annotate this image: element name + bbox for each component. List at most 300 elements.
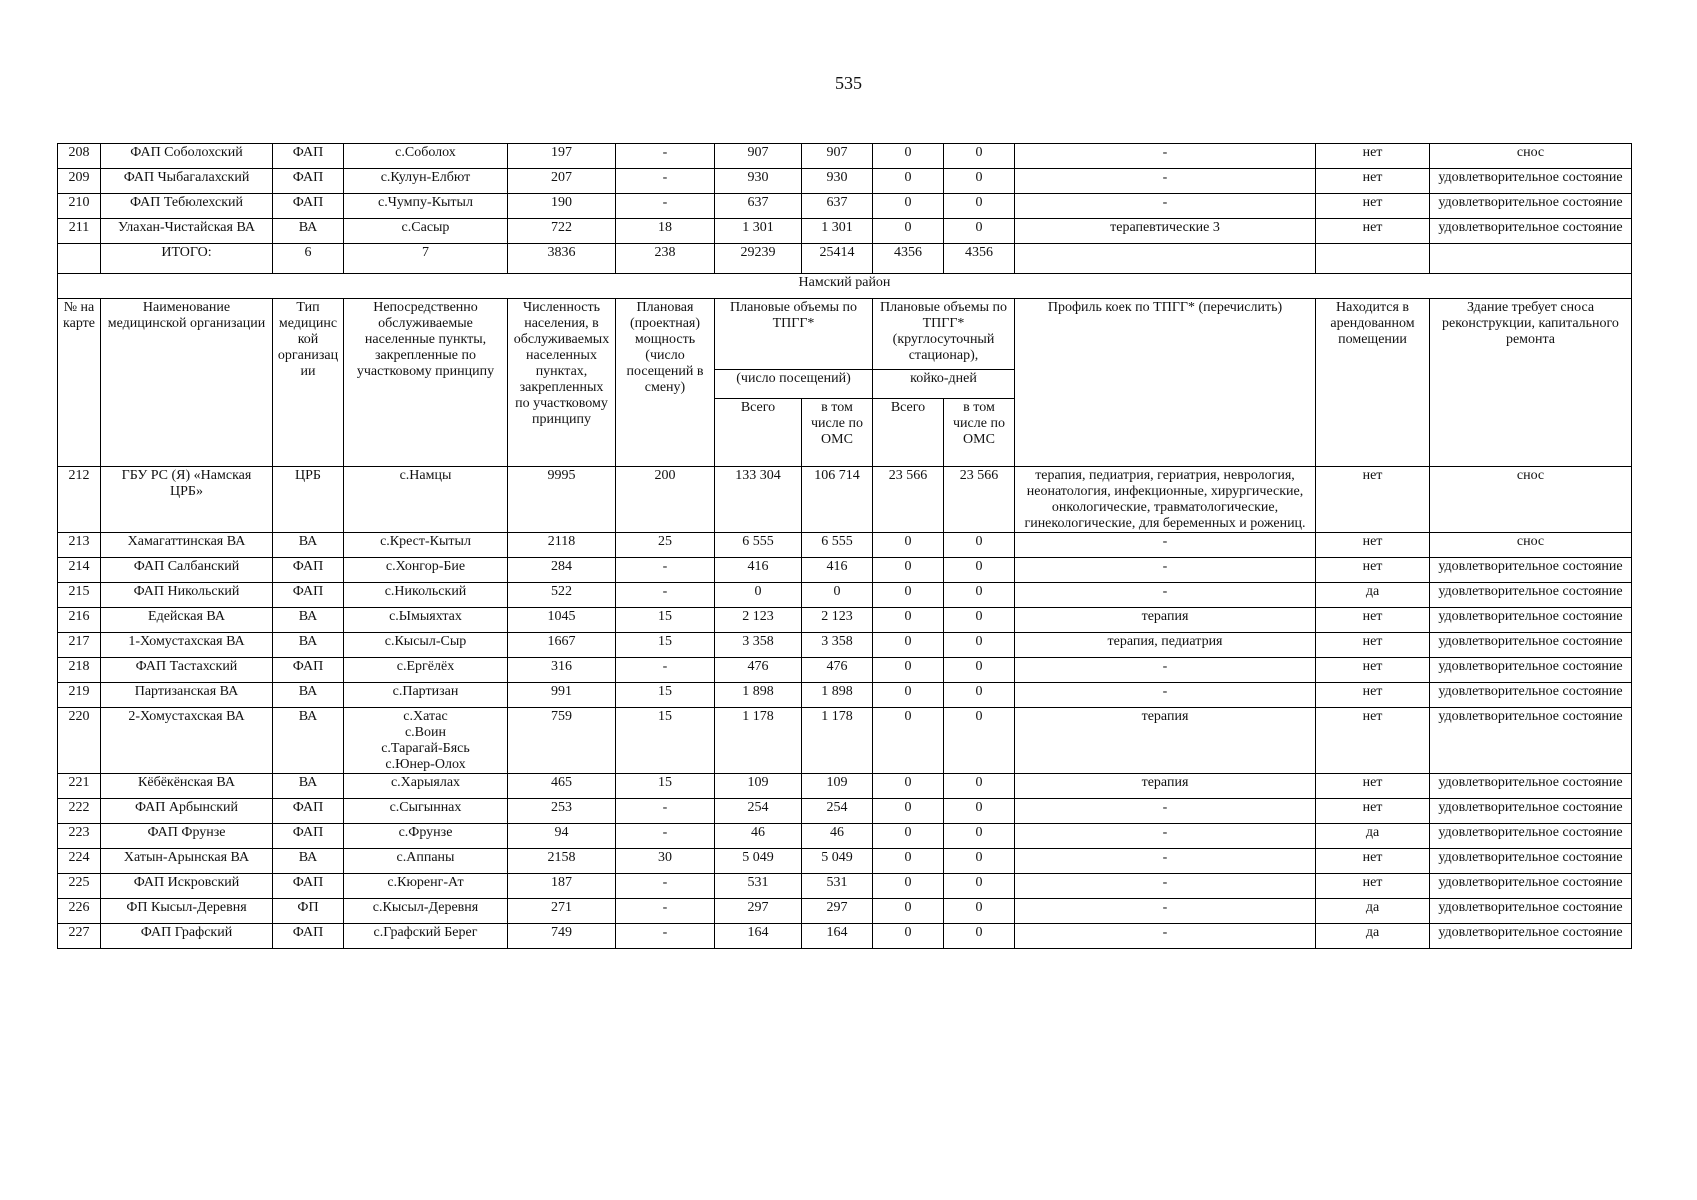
visits-total-cell: 476: [715, 658, 802, 683]
bed-days-total-cell: 0: [873, 583, 944, 608]
bed-days-oms-cell: 0: [944, 924, 1015, 949]
population-cell: 465: [508, 774, 616, 799]
population-cell: 749: [508, 924, 616, 949]
bed-days-oms-cell: 0: [944, 533, 1015, 558]
bed-profile-cell: -: [1015, 849, 1316, 874]
table-row: [58, 583, 1632, 608]
settlements-cell: с.Сасыр: [344, 219, 508, 244]
bed-days-oms-cell: 0: [944, 658, 1015, 683]
settlements-cell: с.Кулун-Елбют: [344, 169, 508, 194]
total-capacity: 238: [616, 244, 715, 274]
rented-premises-cell: нет: [1316, 683, 1430, 708]
visits-oms-cell: 531: [802, 874, 873, 899]
organization-type-cell: ФАП: [273, 874, 344, 899]
building-condition-cell: удовлетворительное состояние: [1430, 774, 1632, 799]
visits-total-cell: 46: [715, 824, 802, 849]
visits-total-cell: 2 123: [715, 608, 802, 633]
bed-days-oms-cell: 0: [944, 849, 1015, 874]
settlements-cell: с.Кысыл-Деревня: [344, 899, 508, 924]
organization-type-cell: ВА: [273, 633, 344, 658]
bed-days-oms-cell: 0: [944, 608, 1015, 633]
organization-type-cell: ВА: [273, 608, 344, 633]
visits-oms-cell: 106 714: [802, 467, 873, 533]
settlements-cell: с.Хатас с.Воин с.Тарагай-Бясь с.Юнер-Олох: [344, 708, 508, 774]
building-condition-cell: снос: [1430, 144, 1632, 169]
capacity-cell: 15: [616, 708, 715, 774]
building-condition-cell: удовлетворительное состояние: [1430, 708, 1632, 774]
organization-name-cell: Улахан-Чистайская ВА: [101, 219, 273, 244]
capacity-cell: 200: [616, 467, 715, 533]
total-bed-days: 4356: [873, 244, 944, 274]
header-beds-unit: койко-дней: [873, 370, 1015, 399]
total-bed-days-oms: 4356: [944, 244, 1015, 274]
capacity-cell: -: [616, 924, 715, 949]
bed-days-total-cell: 0: [873, 774, 944, 799]
organization-type-cell: ФАП: [273, 144, 344, 169]
visits-total-cell: 0: [715, 583, 802, 608]
organization-name-cell: ФАП Чыбагалахский: [101, 169, 273, 194]
visits-total-cell: 109: [715, 774, 802, 799]
table-row: [58, 924, 1632, 949]
bed-days-oms-cell: 0: [944, 824, 1015, 849]
visits-total-cell: 416: [715, 558, 802, 583]
rented-premises-cell: нет: [1316, 799, 1430, 824]
bed-days-oms-cell: 0: [944, 683, 1015, 708]
namsky-district-rows: [58, 467, 1632, 949]
population-cell: 197: [508, 144, 616, 169]
organization-type-cell: ФАП: [273, 558, 344, 583]
organization-name-cell: ФАП Графский: [101, 924, 273, 949]
row-number-cell: 214: [58, 558, 101, 583]
visits-total-cell: 297: [715, 899, 802, 924]
header-settlements: Непосредственно обслуживаемые населенные пункты, закрепленные по участковому принципу: [344, 299, 508, 467]
bed-days-oms-cell: 0: [944, 774, 1015, 799]
medical-organizations-table: [57, 143, 1632, 949]
bed-days-oms-cell: 0: [944, 799, 1015, 824]
bed-days-total-cell: 0: [873, 558, 944, 583]
settlements-cell: с.Сыгыннах: [344, 799, 508, 824]
visits-oms-cell: 46: [802, 824, 873, 849]
visits-oms-cell: 0: [802, 583, 873, 608]
header-visits-total: Всего: [715, 399, 802, 467]
bed-days-total-cell: 0: [873, 683, 944, 708]
total-label: ИТОГО:: [101, 244, 273, 274]
settlements-cell: с.Фрунзе: [344, 824, 508, 849]
visits-oms-cell: 297: [802, 899, 873, 924]
rented-premises-cell: нет: [1316, 219, 1430, 244]
visits-total-cell: 930: [715, 169, 802, 194]
bed-profile-cell: -: [1015, 874, 1316, 899]
organization-type-cell: ВА: [273, 774, 344, 799]
organization-name-cell: Едейская ВА: [101, 608, 273, 633]
rented-premises-cell: нет: [1316, 774, 1430, 799]
capacity-cell: 18: [616, 219, 715, 244]
capacity-cell: 30: [616, 849, 715, 874]
population-cell: 284: [508, 558, 616, 583]
settlements-cell: с.Ымыяхтах: [344, 608, 508, 633]
bed-profile-cell: терапия, педиатрия, гериатрия, неврология, неонатология, инфекционные, хирургические, онкологические, травматологические, гинекологические, для беременных и рожениц.: [1015, 467, 1316, 533]
bed-profile-cell: -: [1015, 924, 1316, 949]
bed-days-total-cell: 0: [873, 194, 944, 219]
settlements-cell: с.Графский Берег: [344, 924, 508, 949]
bed-profile-cell: -: [1015, 169, 1316, 194]
organization-name-cell: ФАП Никольский: [101, 583, 273, 608]
organization-type-cell: ФАП: [273, 824, 344, 849]
table-row: [58, 874, 1632, 899]
visits-oms-cell: 1 178: [802, 708, 873, 774]
organization-type-cell: ФАП: [273, 799, 344, 824]
organization-type-cell: ФАП: [273, 194, 344, 219]
row-number-cell: 210: [58, 194, 101, 219]
rented-premises-cell: нет: [1316, 608, 1430, 633]
bed-days-total-cell: 0: [873, 658, 944, 683]
organization-name-cell: Хатын-Арынская ВА: [101, 849, 273, 874]
visits-oms-cell: 6 555: [802, 533, 873, 558]
population-cell: 190: [508, 194, 616, 219]
visits-total-cell: 254: [715, 799, 802, 824]
page-number: 535: [835, 73, 862, 93]
header-visits-group: Плановые объемы по ТПГГ*: [715, 299, 873, 370]
row-number-cell: 218: [58, 658, 101, 683]
building-condition-cell: удовлетворительное состояние: [1430, 194, 1632, 219]
bed-days-oms-cell: 0: [944, 899, 1015, 924]
header-capacity: Плановая (проектная) мощность (число посещений в смену): [616, 299, 715, 467]
capacity-cell: 15: [616, 774, 715, 799]
organization-name-cell: Хамагаттинская ВА: [101, 533, 273, 558]
organization-type-cell: ВА: [273, 219, 344, 244]
total-row: [58, 244, 1632, 274]
table-row: [58, 899, 1632, 924]
organization-type-cell: ВА: [273, 683, 344, 708]
table-row: [58, 683, 1632, 708]
total-type-count: 6: [273, 244, 344, 274]
organization-name-cell: 1-Хомустахская ВА: [101, 633, 273, 658]
visits-total-cell: 5 049: [715, 849, 802, 874]
visits-oms-cell: 254: [802, 799, 873, 824]
table-row: [58, 144, 1632, 169]
row-number-cell: 209: [58, 169, 101, 194]
table-row: [58, 774, 1632, 799]
capacity-cell: -: [616, 169, 715, 194]
visits-oms-cell: 930: [802, 169, 873, 194]
bed-days-oms-cell: 0: [944, 583, 1015, 608]
bed-days-oms-cell: 0: [944, 633, 1015, 658]
building-condition-cell: удовлетворительное состояние: [1430, 583, 1632, 608]
row-number-cell: 225: [58, 874, 101, 899]
header-row-number: № на карте: [58, 299, 101, 467]
bed-days-total-cell: 0: [873, 824, 944, 849]
visits-total-cell: 907: [715, 144, 802, 169]
table-row: [58, 824, 1632, 849]
row-number-cell: 212: [58, 467, 101, 533]
settlements-cell: с.Кюренг-Ат: [344, 874, 508, 899]
building-condition-cell: снос: [1430, 467, 1632, 533]
settlements-cell: с.Партизан: [344, 683, 508, 708]
building-condition-cell: удовлетворительное состояние: [1430, 558, 1632, 583]
district-row: [58, 274, 1632, 299]
building-condition-cell: удовлетворительное состояние: [1430, 849, 1632, 874]
row-number-cell: 220: [58, 708, 101, 774]
organization-type-cell: ФП: [273, 899, 344, 924]
population-cell: 9995: [508, 467, 616, 533]
organization-type-cell: ФАП: [273, 583, 344, 608]
bed-profile-cell: -: [1015, 558, 1316, 583]
row-number-cell: 219: [58, 683, 101, 708]
rented-premises-cell: да: [1316, 899, 1430, 924]
population-cell: 991: [508, 683, 616, 708]
bed-days-oms-cell: 23 566: [944, 467, 1015, 533]
bed-days-total-cell: 0: [873, 633, 944, 658]
header-organization-type: Тип медицинской организации: [273, 299, 344, 467]
capacity-cell: -: [616, 824, 715, 849]
organization-name-cell: ФАП Соболохский: [101, 144, 273, 169]
organization-name-cell: Кёбёкёнская ВА: [101, 774, 273, 799]
building-condition-cell: удовлетворительное состояние: [1430, 608, 1632, 633]
organization-type-cell: ВА: [273, 849, 344, 874]
table-row: [58, 467, 1632, 533]
summary-section: [58, 244, 1632, 299]
settlements-cell: с.Крест-Кытыл: [344, 533, 508, 558]
visits-oms-cell: 164: [802, 924, 873, 949]
population-cell: 316: [508, 658, 616, 683]
capacity-cell: -: [616, 583, 715, 608]
bed-profile-cell: [1015, 244, 1316, 274]
rented-premises-cell: нет: [1316, 874, 1430, 899]
organization-name-cell: ФАП Искровский: [101, 874, 273, 899]
table-row: [58, 799, 1632, 824]
settlements-cell: с.Намцы: [344, 467, 508, 533]
rented-premises-cell: нет: [1316, 558, 1430, 583]
header-row: [58, 299, 1632, 370]
population-cell: 94: [508, 824, 616, 849]
bed-profile-cell: терапевтические 3: [1015, 219, 1316, 244]
building-condition-cell: [1430, 244, 1632, 274]
population-cell: 187: [508, 874, 616, 899]
bed-days-total-cell: 0: [873, 799, 944, 824]
building-condition-cell: удовлетворительное состояние: [1430, 874, 1632, 899]
row-number-cell: 213: [58, 533, 101, 558]
organization-name-cell: ФАП Арбынский: [101, 799, 273, 824]
organization-name-cell: ФАП Фрунзе: [101, 824, 273, 849]
rented-premises-cell: нет: [1316, 144, 1430, 169]
organization-name-cell: 2-Хомустахская ВА: [101, 708, 273, 774]
building-condition-cell: удовлетворительное состояние: [1430, 924, 1632, 949]
bed-days-oms-cell: 0: [944, 219, 1015, 244]
visits-oms-cell: 1 898: [802, 683, 873, 708]
header-visits-oms: в том числе по ОМС: [802, 399, 873, 467]
header-building-condition: Здание требует сноса реконструкции, капитального ремонта: [1430, 299, 1632, 467]
bed-days-total-cell: 0: [873, 533, 944, 558]
table-row: [58, 219, 1632, 244]
visits-total-cell: 3 358: [715, 633, 802, 658]
settlements-cell: с.Хонгор-Бие: [344, 558, 508, 583]
capacity-cell: -: [616, 144, 715, 169]
building-condition-cell: удовлетворительное состояние: [1430, 683, 1632, 708]
population-cell: 522: [508, 583, 616, 608]
row-number-cell: 216: [58, 608, 101, 633]
row-number-cell: 226: [58, 899, 101, 924]
organization-type-cell: ВА: [273, 533, 344, 558]
population-cell: 271: [508, 899, 616, 924]
table-row: [58, 708, 1632, 774]
bed-profile-cell: -: [1015, 533, 1316, 558]
table-row: [58, 194, 1632, 219]
building-condition-cell: удовлетворительное состояние: [1430, 799, 1632, 824]
table-row: [58, 533, 1632, 558]
bed-days-total-cell: 0: [873, 144, 944, 169]
rented-premises-cell: да: [1316, 583, 1430, 608]
organization-type-cell: ФАП: [273, 658, 344, 683]
population-cell: 207: [508, 169, 616, 194]
organization-name-cell: ФАП Салбанский: [101, 558, 273, 583]
bed-profile-cell: -: [1015, 824, 1316, 849]
settlements-cell: с.Харыялах: [344, 774, 508, 799]
bed-profile-cell: терапия: [1015, 608, 1316, 633]
bed-days-oms-cell: 0: [944, 708, 1015, 774]
bed-days-oms-cell: 0: [944, 874, 1015, 899]
total-visits-oms: 25414: [802, 244, 873, 274]
population-cell: 2118: [508, 533, 616, 558]
visits-total-cell: 637: [715, 194, 802, 219]
rented-premises-cell: нет: [1316, 633, 1430, 658]
table-row: [58, 849, 1632, 874]
table-row: [58, 558, 1632, 583]
population-cell: 722: [508, 219, 616, 244]
building-condition-cell: удовлетворительное состояние: [1430, 169, 1632, 194]
building-condition-cell: удовлетворительное состояние: [1430, 633, 1632, 658]
rented-premises-cell: нет: [1316, 467, 1430, 533]
row-number-cell: 211: [58, 219, 101, 244]
bed-days-oms-cell: 0: [944, 194, 1015, 219]
capacity-cell: 15: [616, 683, 715, 708]
bed-profile-cell: -: [1015, 583, 1316, 608]
rented-premises-cell: да: [1316, 824, 1430, 849]
rented-premises-cell: нет: [1316, 708, 1430, 774]
rented-premises-cell: нет: [1316, 533, 1430, 558]
capacity-cell: -: [616, 874, 715, 899]
capacity-cell: 15: [616, 633, 715, 658]
bed-days-oms-cell: 0: [944, 144, 1015, 169]
row-number-cell: 224: [58, 849, 101, 874]
visits-oms-cell: 476: [802, 658, 873, 683]
organization-name-cell: ФП Кысыл-Деревня: [101, 899, 273, 924]
total-visits: 29239: [715, 244, 802, 274]
capacity-cell: -: [616, 799, 715, 824]
population-cell: 1667: [508, 633, 616, 658]
building-condition-cell: удовлетворительное состояние: [1430, 658, 1632, 683]
population-cell: 1045: [508, 608, 616, 633]
settlements-cell: с.Соболох: [344, 144, 508, 169]
table-row: [58, 169, 1632, 194]
building-condition-cell: снос: [1430, 533, 1632, 558]
organization-name-cell: ФАП Тастахский: [101, 658, 273, 683]
table-row: [58, 608, 1632, 633]
capacity-cell: 25: [616, 533, 715, 558]
settlements-cell: с.Никольский: [344, 583, 508, 608]
population-cell: 253: [508, 799, 616, 824]
visits-total-cell: 531: [715, 874, 802, 899]
bed-days-oms-cell: 0: [944, 558, 1015, 583]
total-population: 3836: [508, 244, 616, 274]
visits-total-cell: 164: [715, 924, 802, 949]
visits-total-cell: 1 898: [715, 683, 802, 708]
settlements-cell: с.Чумпу-Кытыл: [344, 194, 508, 219]
settlements-cell: с.Аппаны: [344, 849, 508, 874]
bed-days-total-cell: 0: [873, 849, 944, 874]
row-number-cell: 215: [58, 583, 101, 608]
capacity-cell: -: [616, 658, 715, 683]
bed-profile-cell: -: [1015, 899, 1316, 924]
organization-type-cell: ФАП: [273, 169, 344, 194]
visits-oms-cell: 1 301: [802, 219, 873, 244]
row-number-cell: 208: [58, 144, 101, 169]
row-number-cell: 217: [58, 633, 101, 658]
header-population: Численность населения, в обслуживаемых населенных пунктах, закрепленных по участковому принципу: [508, 299, 616, 467]
visits-total-cell: 6 555: [715, 533, 802, 558]
capacity-cell: 15: [616, 608, 715, 633]
previous-district-rows: [58, 144, 1632, 244]
bed-profile-cell: терапия: [1015, 708, 1316, 774]
total-settlements-count: 7: [344, 244, 508, 274]
bed-days-total-cell: 0: [873, 708, 944, 774]
bed-days-total-cell: 0: [873, 169, 944, 194]
organization-name-cell: ГБУ РС (Я) «Намская ЦРБ»: [101, 467, 273, 533]
visits-oms-cell: 109: [802, 774, 873, 799]
bed-profile-cell: терапия, педиатрия: [1015, 633, 1316, 658]
settlements-cell: с.Ергёлёх: [344, 658, 508, 683]
bed-profile-cell: -: [1015, 658, 1316, 683]
bed-days-total-cell: 0: [873, 608, 944, 633]
capacity-cell: -: [616, 899, 715, 924]
building-condition-cell: удовлетворительное состояние: [1430, 899, 1632, 924]
row-number-cell: 221: [58, 774, 101, 799]
header-bed-days-oms: в том числе по ОМС: [944, 399, 1015, 467]
organization-name-cell: ФАП Тебюлехский: [101, 194, 273, 219]
header-beds-group: Плановые объемы по ТПГГ* (круглосуточный стационар),: [873, 299, 1015, 370]
visits-oms-cell: 5 049: [802, 849, 873, 874]
visits-total-cell: 1 301: [715, 219, 802, 244]
row-number-cell: 227: [58, 924, 101, 949]
population-cell: 759: [508, 708, 616, 774]
header-organization-name: Наименование медицинской организации: [101, 299, 273, 467]
organization-name-cell: Партизанская ВА: [101, 683, 273, 708]
bed-days-total-cell: 23 566: [873, 467, 944, 533]
rented-premises-cell: нет: [1316, 849, 1430, 874]
visits-total-cell: 133 304: [715, 467, 802, 533]
capacity-cell: -: [616, 558, 715, 583]
rented-premises-cell: нет: [1316, 169, 1430, 194]
organization-type-cell: ФАП: [273, 924, 344, 949]
bed-profile-cell: -: [1015, 194, 1316, 219]
rented-premises-cell: нет: [1316, 194, 1430, 219]
visits-oms-cell: 3 358: [802, 633, 873, 658]
building-condition-cell: удовлетворительное состояние: [1430, 219, 1632, 244]
organization-type-cell: ВА: [273, 708, 344, 774]
rented-premises-cell: [1316, 244, 1430, 274]
bed-profile-cell: терапия: [1015, 774, 1316, 799]
row-number-cell: 223: [58, 824, 101, 849]
header-bed-days-total: Всего: [873, 399, 944, 467]
bed-profile-cell: -: [1015, 683, 1316, 708]
bed-days-total-cell: 0: [873, 219, 944, 244]
visits-oms-cell: 637: [802, 194, 873, 219]
district-title: Намский район: [58, 274, 1632, 299]
population-cell: 2158: [508, 849, 616, 874]
bed-days-total-cell: 0: [873, 899, 944, 924]
visits-total-cell: 1 178: [715, 708, 802, 774]
header-bed-profile: Профиль коек по ТПГГ* (перечислить): [1015, 299, 1316, 467]
rented-premises-cell: нет: [1316, 658, 1430, 683]
